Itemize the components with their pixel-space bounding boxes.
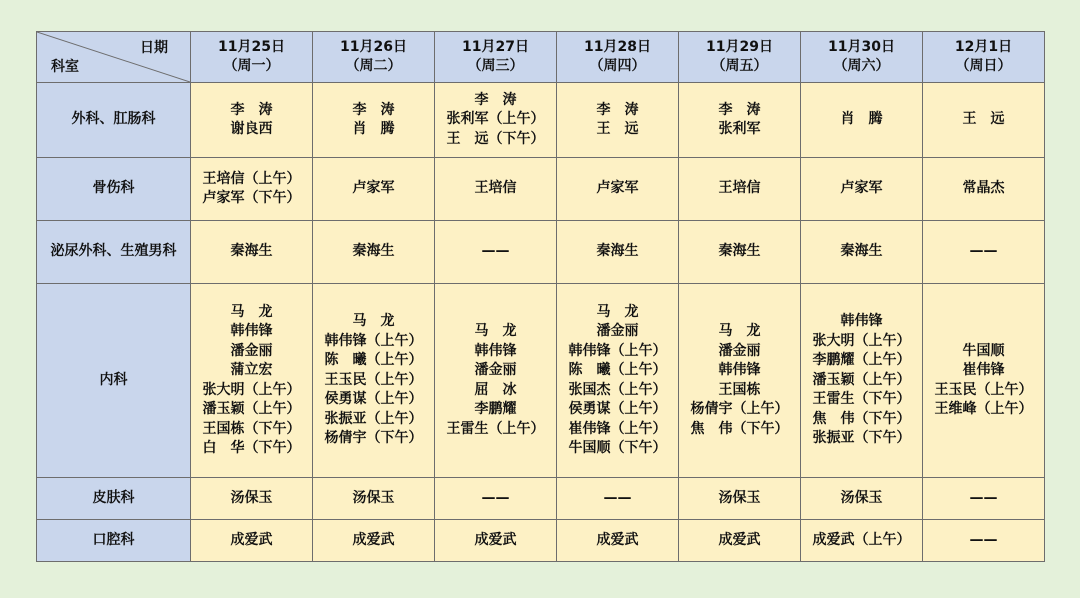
day-header: [679, 32, 801, 83]
doctor-name: 成爱武: [474, 531, 517, 548]
duty-cell: [679, 83, 801, 158]
doctor-name: 汤保玉: [840, 489, 883, 506]
duty-cell: [313, 520, 435, 562]
duty-cell: [313, 221, 435, 284]
doctor-name: 李 涛: [352, 101, 395, 118]
duty-cell: [557, 520, 679, 562]
doctor-name: 崔伟锋: [962, 362, 1005, 378]
doctor-name: 李 涛: [596, 101, 639, 118]
duty-cell: [801, 284, 923, 478]
day-date: 11月26日: [340, 38, 407, 55]
doctor-name: 陈 曦（上午）: [324, 352, 423, 369]
department-name: 骨伤科: [37, 158, 191, 221]
day-header: [191, 32, 313, 83]
department-name: 外科、肛肠科: [37, 83, 191, 158]
duty-cell: [191, 221, 313, 284]
doctor-name: 王玉民（上午）: [324, 371, 423, 388]
doctor-name: 马 龙: [596, 303, 639, 320]
doctor-name: 侯勇谋（上午）: [324, 391, 423, 408]
duty-cell: [557, 221, 679, 284]
doctor-name: 成爱武: [230, 531, 273, 548]
doctor-name: ——: [969, 243, 998, 260]
doctor-name: 韩伟锋: [840, 313, 883, 330]
doctor-name: 肖 腾: [352, 121, 395, 137]
duty-cell: [801, 520, 923, 562]
department-row: [37, 221, 1045, 284]
duty-cell: [679, 520, 801, 562]
duty-cell: [923, 478, 1045, 520]
duty-cell: [801, 221, 923, 284]
doctor-name: 汤保玉: [352, 489, 395, 506]
doctor-name: 李鹏耀: [474, 401, 517, 417]
doctor-name: 韩伟锋（上午）: [568, 342, 667, 359]
doctor-name: 肖 腾: [840, 111, 883, 128]
doctor-name: 张利军: [718, 121, 761, 137]
doctor-name: 马 龙: [718, 323, 761, 339]
department-name: 泌尿外科、生殖男科: [37, 221, 191, 284]
day-weekday: （周五）: [711, 58, 768, 74]
corner-header-cell: [37, 32, 191, 83]
duty-cell: [435, 284, 557, 478]
doctor-name: ——: [969, 531, 998, 548]
department-name: 皮肤科: [37, 478, 191, 520]
duty-cell: [191, 284, 313, 478]
doctor-name: 谢良西: [230, 121, 273, 137]
doctor-name: 王 远: [596, 121, 639, 137]
day-header: [435, 32, 557, 83]
doctor-name: 张国杰（上午）: [568, 381, 667, 398]
doctor-name: 李 涛: [718, 101, 761, 118]
doctor-name: 王雷生（上午）: [446, 420, 545, 437]
duty-schedule-table: [36, 31, 1045, 562]
doctor-name: 崔伟锋（上午）: [568, 420, 667, 437]
duty-cell: [557, 478, 679, 520]
doctor-name: 常晶杰: [962, 180, 1005, 197]
duty-cell: [801, 158, 923, 221]
doctor-name: 王培信: [718, 180, 761, 197]
duty-cell: [801, 478, 923, 520]
duty-cell: [923, 284, 1045, 478]
doctor-name: 潘金丽: [230, 342, 273, 359]
duty-cell: [923, 158, 1045, 221]
duty-cell: [557, 83, 679, 158]
doctor-name: ——: [481, 489, 510, 506]
doctor-name: 秦海生: [718, 243, 761, 260]
duty-cell: [191, 83, 313, 158]
doctor-name: 韩伟锋: [474, 342, 517, 359]
doctor-name: 潘金丽: [474, 362, 517, 378]
day-header: [801, 32, 923, 83]
department-name: 内科: [37, 284, 191, 478]
department-row: [37, 158, 1045, 221]
department-name: 口腔科: [37, 520, 191, 562]
doctor-name: 李鹏耀（上午）: [812, 352, 911, 369]
corner-date-label: 日期: [140, 40, 168, 56]
doctor-name: 焦 伟（下午）: [812, 410, 911, 427]
day-date: 12月1日: [954, 38, 1013, 55]
department-row: [37, 520, 1045, 562]
duty-cell: [679, 478, 801, 520]
doctor-name: 马 龙: [230, 303, 273, 320]
doctor-name: 王雷生（下午）: [812, 391, 911, 408]
doctor-name: 张大明（上午）: [812, 332, 911, 349]
day-date: 11月28日: [584, 38, 651, 55]
doctor-name: 韩伟锋: [718, 362, 761, 378]
doctor-name: ——: [603, 489, 632, 506]
day-weekday: （周日）: [955, 58, 1012, 74]
doctor-name: 韩伟锋: [230, 323, 273, 339]
duty-cell: [923, 520, 1045, 562]
doctor-name: 韩伟锋（上午）: [324, 332, 423, 349]
doctor-name: 焦 伟（下午）: [690, 420, 789, 437]
duty-cell: [435, 158, 557, 221]
duty-cell: [923, 221, 1045, 284]
duty-cell: [679, 284, 801, 478]
doctor-name: 张振亚（上午）: [324, 410, 423, 427]
duty-cell: [313, 478, 435, 520]
day-weekday: （周二）: [345, 58, 402, 74]
doctor-name: 秦海生: [840, 243, 883, 260]
duty-cell: [313, 284, 435, 478]
doctor-name: 王培信（上午）: [202, 170, 301, 187]
doctor-name: 张利军（上午）: [446, 111, 545, 128]
doctor-name: 李 涛: [474, 91, 517, 108]
duty-cell: [679, 158, 801, 221]
doctor-name: 杨倩宇（上午）: [690, 401, 789, 417]
doctor-name: 牛国顺: [962, 342, 1005, 359]
doctor-name: 陈 曦（上午）: [568, 362, 667, 378]
duty-cell: [435, 520, 557, 562]
duty-cell: [557, 158, 679, 221]
doctor-name: 杨倩宇（下午）: [324, 430, 423, 447]
doctor-name: 张大明（上午）: [202, 381, 301, 398]
corner-dept-label: 科室: [51, 58, 79, 75]
duty-cell: [435, 83, 557, 158]
doctor-name: 卢家军: [352, 180, 395, 197]
header-row: [37, 32, 1045, 83]
doctor-name: 卢家军: [840, 180, 883, 197]
doctor-name: 潘玉颖（上午）: [202, 401, 301, 417]
doctor-name: 王 远: [962, 111, 1005, 128]
doctor-name: 王维峰（上午）: [934, 401, 1033, 417]
doctor-name: 王培信: [474, 180, 517, 197]
duty-cell: [679, 221, 801, 284]
duty-cell: [435, 478, 557, 520]
day-date: 11月30日: [828, 38, 895, 55]
doctor-name: 潘金丽: [596, 323, 639, 339]
doctor-name: 潘玉颖（上午）: [812, 371, 911, 388]
duty-cell: [191, 158, 313, 221]
doctor-name: 秦海生: [352, 243, 395, 260]
doctor-name: 屈 冰: [474, 381, 517, 398]
doctor-name: 白 华（下午）: [202, 440, 301, 456]
doctor-name: 秦海生: [230, 243, 273, 260]
doctor-name: 王玉民（上午）: [934, 381, 1033, 398]
doctor-name: 成爱武: [352, 531, 395, 548]
doctor-name: ——: [481, 243, 510, 260]
day-header: [313, 32, 435, 83]
department-row: [37, 83, 1045, 158]
doctor-name: 牛国顺（下午）: [568, 440, 667, 456]
doctor-name: 侯勇谋（上午）: [568, 401, 667, 417]
doctor-name: 王国栋: [718, 381, 761, 398]
doctor-name: 汤保玉: [718, 489, 761, 506]
doctor-name: 成爱武: [718, 531, 761, 548]
day-weekday: （周四）: [589, 58, 646, 74]
day-weekday: （周六）: [833, 58, 890, 74]
department-row: [37, 284, 1045, 478]
doctor-name: 李 涛: [230, 101, 273, 118]
day-header: [923, 32, 1045, 83]
day-date: 11月29日: [706, 38, 773, 55]
duty-cell: [313, 83, 435, 158]
duty-cell: [191, 520, 313, 562]
doctor-name: 王 远（下午）: [446, 130, 545, 147]
doctor-name: 王国栋（下午）: [202, 420, 301, 437]
doctor-name: 张振亚（下午）: [812, 430, 911, 447]
duty-cell: [435, 221, 557, 284]
doctor-name: 秦海生: [596, 243, 639, 260]
doctor-name: 蒲立宏: [230, 362, 273, 378]
duty-cell: [313, 158, 435, 221]
doctor-name: 成爱武: [596, 531, 639, 548]
duty-cell: [801, 83, 923, 158]
day-date: 11月27日: [462, 38, 529, 55]
doctor-name: 潘金丽: [718, 342, 761, 359]
doctor-name: 马 龙: [474, 323, 517, 339]
day-weekday: （周三）: [467, 58, 524, 74]
doctor-name: 成爱武（上午）: [812, 531, 911, 548]
day-weekday: （周一）: [223, 58, 280, 74]
day-date: 11月25日: [218, 38, 285, 55]
doctor-name: 卢家军（下午）: [202, 190, 301, 206]
duty-cell: [557, 284, 679, 478]
doctor-name: 马 龙: [352, 313, 395, 330]
duty-cell: [923, 83, 1045, 158]
duty-cell: [191, 478, 313, 520]
doctor-name: ——: [969, 489, 998, 506]
day-header: [557, 32, 679, 83]
department-row: [37, 478, 1045, 520]
doctor-name: 卢家军: [596, 180, 639, 197]
schedule-body: [37, 83, 1045, 562]
doctor-name: 汤保玉: [230, 489, 273, 506]
